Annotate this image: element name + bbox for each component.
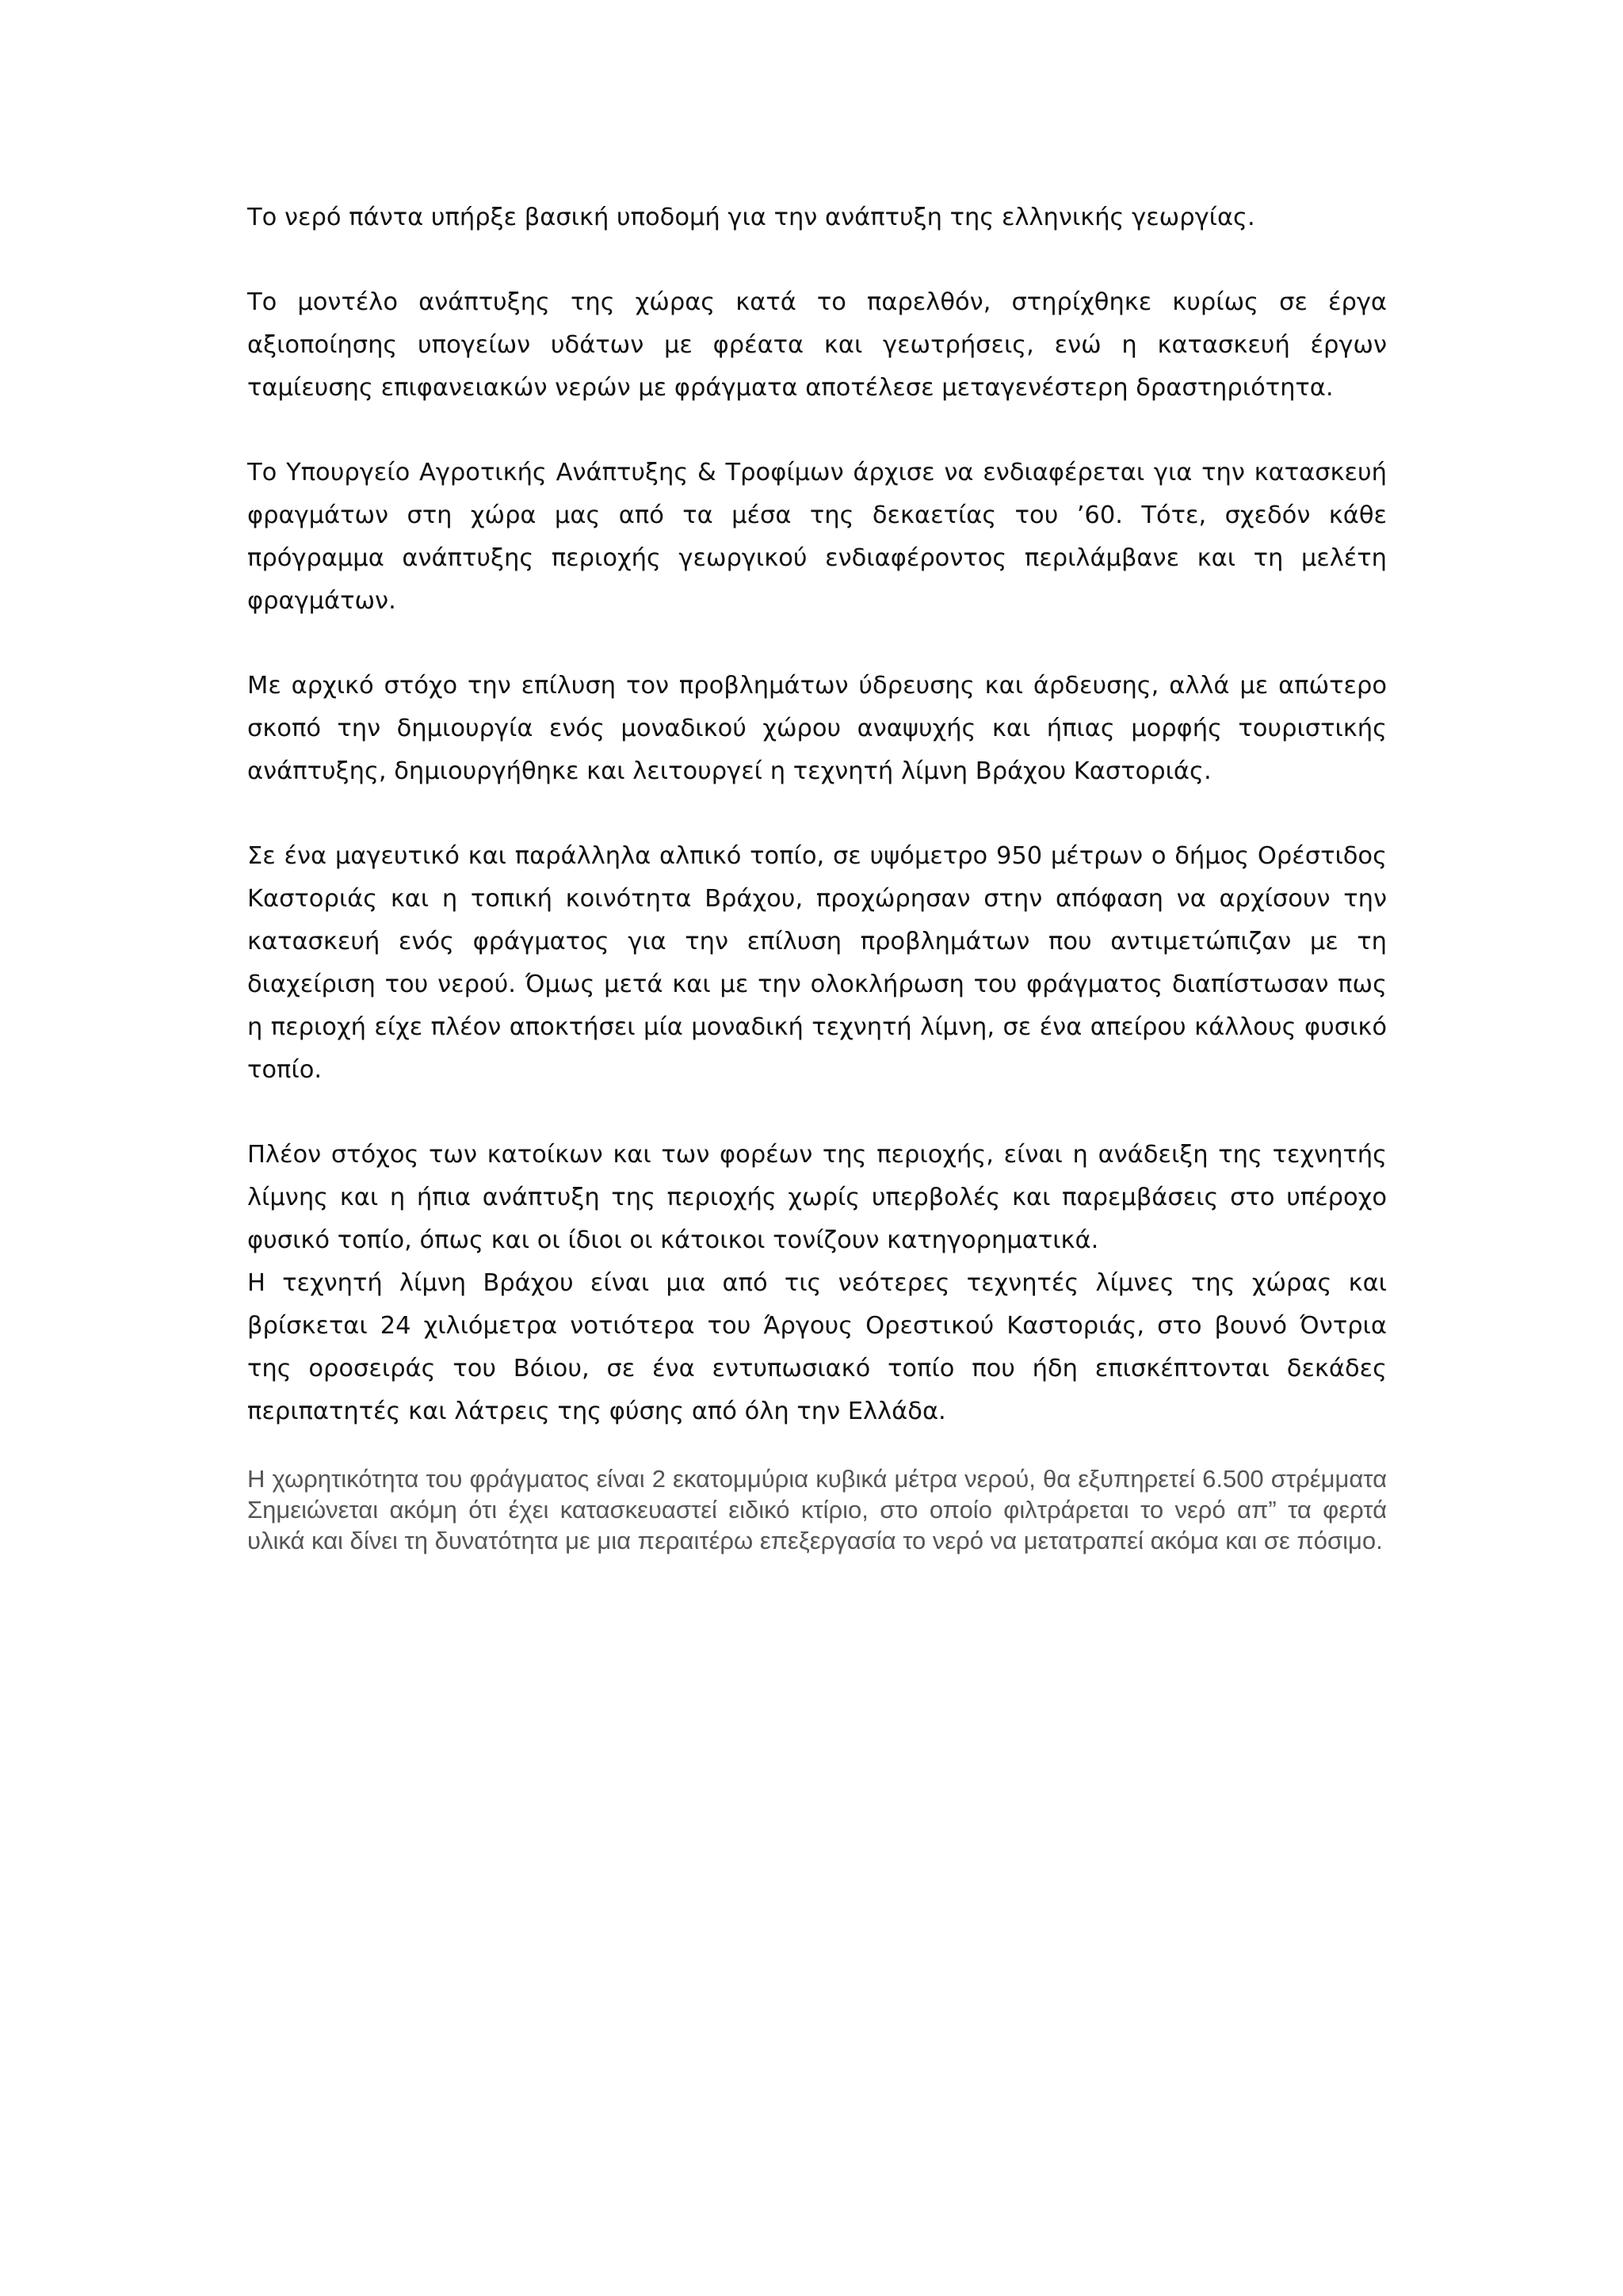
paragraph-ministry-dams: Το Υπουργείο Αγροτικής Ανάπτυξης & Τροφίμων άρχισε να ενδιαφέρεται για την κατασκευή φραγμάτων στη χώρα μας από τα μέσα της δεκαετίας του ’60. Τότε, σχεδόν κάθε πρόγραμμα ανάπτυξης περιοχής γεωργικού ενδιαφέροντος περιλάμβανε και τη μελέτη φραγμάτων. [247,459,1387,615]
paragraph-development-model: Το μοντέλο ανάπτυξης της χώρας κατά το παρελθόν, στηρίχθηκε κυρίως σε έργα αξιοποίησης υπογείων υδάτων με φρέατα και γεωτρήσεις, ενώ η κατασκευή έργων ταμίευσης επιφανειακών νερών με φράγματα αποτέλεσε μεταγενέστερη δραστηριότητα. [247,288,1387,402]
paragraph-initial-goal: Με αρχικό στόχο την επίλυση τον προβλημάτων ύδρευσης και άρδευσης, αλλά με απώτερο σκοπό την δημιουργία ενός μοναδικού χώρου αναψυχής και ήπιας μορφής τουριστικής ανάπτυξης, δημιουργήθηκε και λειτουργεί η τεχνητή λίμνη Βράχου Καστοριάς. [247,672,1387,785]
paragraph-water-infrastructure: Το νερό πάντα υπήρξε βασική υποδομή για την ανάπτυξη της ελληνικής γεωργίας. [247,204,1255,231]
paragraph-residents-goal: Πλέον στόχος των κατοίκων και των φορέων της περιοχής, είναι η ανάδειξη της τεχνητής λίμνης και η ήπια ανάπτυξη της περιοχής χωρίς υπερβολές και παρεμβάσεις στο υπέροχο φυσικό τοπίο, όπως και οι ίδιοι οι κάτοικοι τονίζουν κατηγορηματικά. [247,1141,1387,1254]
document-body [247,196,1387,1556]
paragraph-alpine-landscape: Σε ένα μαγευτικό και παράλληλα αλπικό τοπίο, σε υψόμετρο 950 μέτρων ο δήμος Ορέστιδος Καστοριάς και η τοπική κοινότητα Βράχου, προχώρησαν στην απόφαση να αρχίσουν την κατασκευή ενός φράγματος για την επίλυση προβλημάτων που αντιμετώπιζαν με τη διαχείριση του νερού. Όμως μετά και με την ολοκλήρωση του φράγματος διαπίστωσαν πως η περιοχή είχε πλέον αποκτήσει μία μοναδική τεχνητή λίμνη, σε ένα απείρου κάλλους φυσικό τοπίο. [247,842,1387,1084]
paragraph-lake-location: Η τεχνητή λίμνη Βράχου είναι μια από τις νεότερες τεχνητές λίμνες της χώρας και βρίσκεται 24 χιλιόμετρα νοτιότερα του Άργους Ορεστικού Καστοριάς, στο βουνό Όντρια της οροσειράς του Βόιου, σε ένα εντυπωσιακό τοπίο που ήδη επισκέπτονται δεκάδες περιπατητές και λάτρεις της φύσης από όλη την Ελλάδα. [247,1269,1387,1425]
paragraph-dam-capacity: Η χωρητικότητα του φράγματος είναι 2 εκατομμύρια κυβικά μέτρα νερού, θα εξυπηρετεί 6.500 στρέμματα Σημειώνεται ακόμη ότι έχει κατασκευαστεί ειδικό κτίριο, στο οποίο φιλτράρεται το νερό απ” τα φερτά υλικά και δίνει τη δυνατότητα με μια περαιτέρω επεξεργασία το νερό να μετατραπεί ακόμα και σε πόσιμο. [247,1465,1387,1554]
